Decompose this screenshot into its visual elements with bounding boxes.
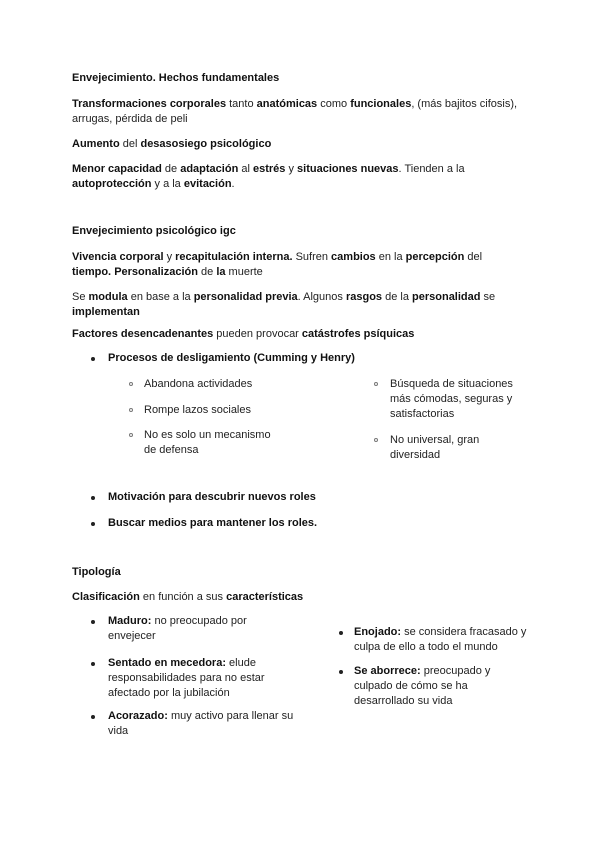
bullet-dot	[339, 631, 343, 635]
section-heading: Envejecimiento. Hechos fundamentales	[72, 72, 280, 84]
bullet-buscar-medios: Buscar medios para mantener los roles.	[108, 517, 318, 529]
paragraph-modula: Se modula en base a la personalidad previa. Algunos rasgos de la personalidad se implementan	[72, 291, 496, 318]
sub-bullet-circle	[129, 382, 133, 386]
type-enojado: Enojado: se considera fracasado y culpa de ello a todo el mundo	[354, 626, 527, 653]
bullet-motivacion: Motivación para descubrir nuevos roles	[108, 491, 316, 503]
sub-item: Rompe lazos sociales	[144, 404, 251, 416]
type-sentado-en-mecedora: Sentado en mecedora: elude responsabilidades para no estar afectado por la jubilación	[108, 657, 265, 699]
paragraph-factores: Factores desencadenantes pueden provocar catástrofes psíquicas	[72, 328, 415, 340]
section-heading: Tipología	[72, 566, 121, 578]
bullet-dot	[91, 662, 95, 666]
sub-item: No universal, gran diversidad	[390, 434, 480, 461]
paragraph-aumento: Aumento del desasosiego psicológico	[72, 138, 272, 150]
bullet-dot	[91, 496, 95, 500]
paragraph-transformaciones: Transformaciones corporales tanto anatómicas como funcionales, (más bajitos cifosis), arrugas, pérdida de peli	[72, 98, 518, 125]
sub-bullet-circle	[129, 433, 133, 437]
bullet-dot	[91, 357, 95, 361]
sub-item: No es solo un mecanismo de defensa	[144, 429, 271, 456]
bullet-dot	[339, 670, 343, 674]
bullet-desligamiento: Procesos de desligamiento (Cumming y Henry)	[108, 352, 355, 364]
type-se-aborrece: Se aborrece: preocupado y culpado de cómo se ha desarrollado su vida	[354, 665, 491, 707]
type-maduro: Maduro: no preocupado por envejecer	[108, 615, 247, 642]
sub-bullet-circle	[374, 438, 378, 442]
paragraph-vivencia: Vivencia corporal y recapitulación interna. Sufren cambios en la percepción del tiempo. Personalización de la muerte	[72, 251, 483, 278]
sub-item: Abandona actividades	[144, 378, 253, 390]
section-heading: Envejecimiento psicológico igc	[72, 225, 236, 237]
bullet-dot	[91, 715, 95, 719]
sub-item: Búsqueda de situaciones más cómodas, seguras y satisfactorias	[390, 378, 513, 420]
sub-bullet-circle	[129, 408, 133, 412]
type-acorazado: Acorazado: muy activo para llenar su vida	[108, 710, 294, 737]
sub-bullet-circle	[374, 382, 378, 386]
paragraph-clasificacion: Clasificación en función a sus características	[72, 591, 304, 603]
paragraph-menor-capacidad: Menor capacidad de adaptación al estrés y situaciones nuevas. Tienden a la autoprotección y a la evitación.	[72, 163, 465, 190]
bullet-dot	[91, 620, 95, 624]
bullet-dot	[91, 522, 95, 526]
